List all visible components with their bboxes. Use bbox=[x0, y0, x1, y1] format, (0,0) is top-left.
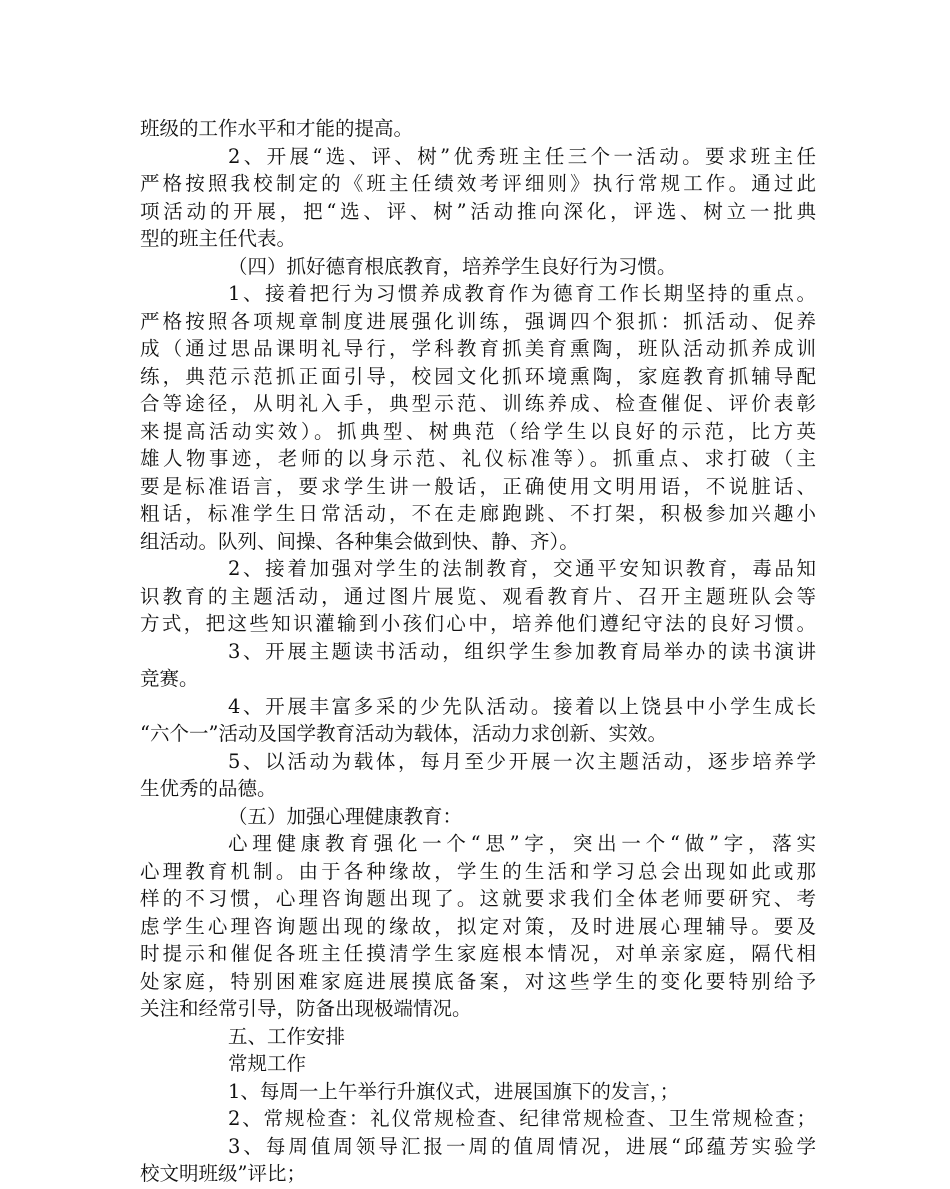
text-line: 成（通过思品课明礼导行，学科教育抓美育熏陶，班队活动抓养成训 bbox=[140, 337, 816, 360]
text-line: 2、开展“选、评、树”优秀班主任三个一活动。要求班主任 bbox=[228, 144, 816, 168]
text-line: 心理教育机制。由于各种缘故，学生的生活和学习总会出现如此或那 bbox=[140, 859, 816, 883]
text-line: 常规工作 bbox=[228, 1052, 307, 1075]
text-line: 时提示和催促各班主任摸清学生家庭根本情况，对单亲家庭，隔代相 bbox=[140, 942, 816, 965]
text-line: 1、接着把行为习惯养成教育作为德育工作长期坚持的重点。 bbox=[228, 282, 816, 305]
text-line: 2、接着加强对学生的法制教育，交通平安知识教育，毒品知 bbox=[228, 557, 816, 580]
text-line: 雄人物事迹，老师的以身示范、礼仪标准等）。抓重点、求打破（主 bbox=[140, 447, 816, 470]
text-line: 来提高活动实效）。抓典型、树典范（给学生以良好的示范，比方英 bbox=[140, 419, 816, 443]
text-line: 合等途径，从明礼入手，典型示范、训练养成、检查催促、评价表彰 bbox=[140, 392, 816, 415]
text-line: （五）加强心理健康教育： bbox=[228, 804, 463, 828]
text-line: “六个一”活动及国学教育活动为载体，活动力求创新、实效。 bbox=[140, 722, 667, 745]
text-line: 项活动的开展，把“选、评、树”活动推向深化，评选、树立一批典 bbox=[140, 199, 816, 223]
text-line: 识教育的主题活动，通过图片展览、观看教育片、召开主题班队会等 bbox=[140, 584, 816, 608]
text-line: 班级的工作水平和才能的提高。 bbox=[140, 117, 414, 140]
text-line: 粗话，标准学生日常活动，不在走廊跑跳、不打架，积极参加兴趣小 bbox=[140, 502, 816, 525]
text-line: 严格按照各项规章制度进展强化训练，强调四个狠抓：抓活动、促养 bbox=[140, 309, 816, 333]
text-line: 关注和经常引导，防备出现极端情况。 bbox=[140, 997, 472, 1020]
text-line: 4、开展丰富多采的少先队活动。接着以上饶县中小学生成长 bbox=[228, 694, 816, 718]
text-line: 五、工作安排 bbox=[228, 1024, 346, 1048]
text-line: 3、开展主题读书活动，组织学生参加教育局举办的读书演讲 bbox=[228, 639, 816, 663]
text-line: 要是标准语言，要求学生讲一般话，正确使用文明用语，不说脏话、 bbox=[140, 474, 816, 498]
text-line: 虑学生心理咨询题出现的缘故，拟定对策，及时进展心理辅导。要及 bbox=[140, 914, 816, 938]
text-line: 5、以活动为载体，每月至少开展一次主题活动，逐步培养学 bbox=[228, 749, 816, 773]
text-line: 校文明班级”评比； bbox=[140, 1162, 306, 1185]
text-line: 心理健康教育强化一个“思”字，突出一个“做”字，落实 bbox=[228, 832, 816, 855]
text-line: （四）抓好德育根底教育，培养学生良好行为习惯。 bbox=[228, 254, 677, 278]
text-line: 2、常规检查：礼仪常规检查、纪律常规检查、卫生常规检查； bbox=[228, 1107, 816, 1130]
text-line: 1、每周一上午举行升旗仪式，进展国旗下的发言，； bbox=[228, 1079, 680, 1103]
text-line: 型的班主任代表。 bbox=[140, 227, 297, 250]
text-line: 组活动。队列、间操、各种集会做到快、静、齐）。 bbox=[140, 529, 579, 553]
text-line: 竞赛。 bbox=[140, 667, 199, 690]
text-line: 方式，把这些知识灌输到小孩们心中，培养他们遵纪守法的良好习惯。 bbox=[140, 612, 816, 635]
text-line: 处家庭，特别困难家庭进展摸底备案，对这些学生的变化要特别给予 bbox=[140, 969, 816, 993]
text-line: 生优秀的品德。 bbox=[140, 777, 277, 800]
document-body bbox=[140, 115, 816, 1188]
text-line: 样的不习惯，心理咨询题出现了。这就要求我们全体老师要研究、考 bbox=[140, 887, 816, 910]
text-line: 练，典范示范抓正面引导，校园文化抓环境熏陶，家庭教育抓辅导配 bbox=[140, 364, 816, 388]
text-line: 严格按照我校制定的《班主任绩效考评细则》执行常规工作。通过此 bbox=[140, 172, 816, 195]
text-line: 3、每周值周领导汇报一周的值周情况，进展“邱蕴芳实验学 bbox=[228, 1134, 816, 1158]
